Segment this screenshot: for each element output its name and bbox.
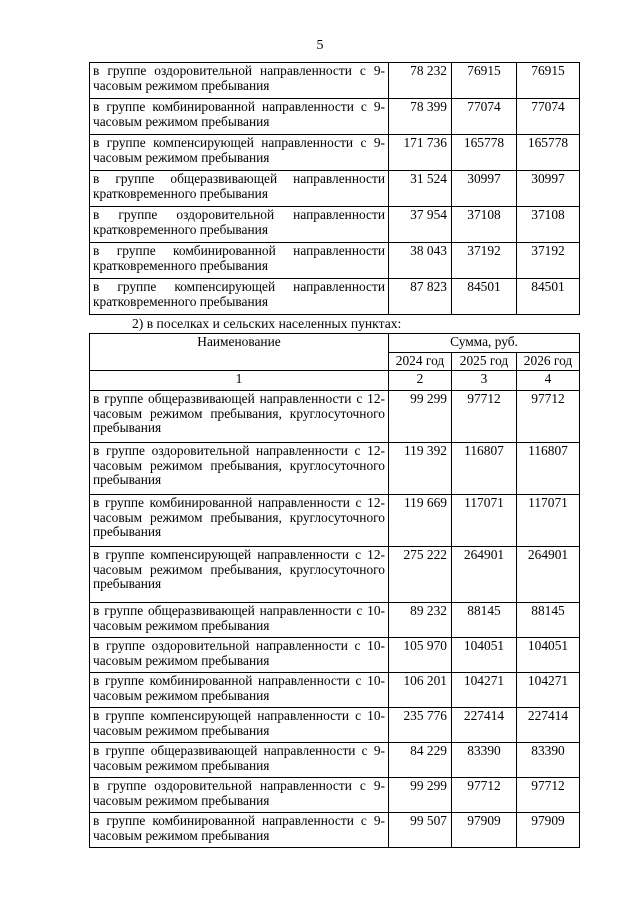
row-name: в группе оздоровительной направленности с 10-часовым режимом пребывания [90, 638, 389, 673]
header-col-4: 4 [517, 371, 580, 391]
table2-header [90, 334, 580, 391]
table-row [90, 778, 580, 813]
value-2025: 76915 [452, 63, 517, 99]
row-name: в группе компенсирующей направленности с 12-часовым режимом пребывания, круглосуточного пребывания [90, 547, 389, 603]
header-year-2024: 2024 год [389, 353, 452, 371]
header-name: Наименование [90, 334, 389, 371]
row-name: в группе оздоровительной направленности с 9-часовым режимом пребывания [90, 778, 389, 813]
header-row [90, 371, 580, 391]
table-row [90, 495, 580, 547]
value-2025: 264901 [452, 547, 517, 603]
table1-body [90, 63, 580, 315]
row-name: в группе оздоровительной направленности кратковременного пребывания [90, 207, 389, 243]
table-row [90, 391, 580, 443]
value-2025: 83390 [452, 743, 517, 778]
value-2026: 77074 [517, 99, 580, 135]
value-2025: 37108 [452, 207, 517, 243]
table-row [90, 638, 580, 673]
value-2024: 106 201 [389, 673, 452, 708]
value-2025: 97712 [452, 778, 517, 813]
row-name: в группе комбинированной направленности кратковременного пребывания [90, 243, 389, 279]
table2-body [90, 391, 580, 848]
header-col-1: 1 [90, 371, 389, 391]
value-2024: 99 299 [389, 391, 452, 443]
value-2026: 104271 [517, 673, 580, 708]
page-number: 5 [316, 38, 324, 53]
table-row [90, 243, 580, 279]
value-2025: 37192 [452, 243, 517, 279]
value-2026: 116807 [517, 443, 580, 495]
value-2025: 84501 [452, 279, 517, 315]
value-2025: 104051 [452, 638, 517, 673]
value-2024: 119 392 [389, 443, 452, 495]
header-row [90, 334, 580, 353]
value-2026: 97909 [517, 813, 580, 848]
value-2026: 97712 [517, 778, 580, 813]
row-name: в группе общеразвивающей направленности с 10-часовым режимом пребывания [90, 603, 389, 638]
table-row [90, 63, 580, 99]
row-name: в группе комбинированной направленности с 9-часовым режимом пребывания [90, 99, 389, 135]
value-2024: 105 970 [389, 638, 452, 673]
section-caption: 2) в поселках и сельских населенных пунктах: [132, 316, 402, 331]
table-row [90, 603, 580, 638]
table-row [90, 673, 580, 708]
table-row [90, 443, 580, 495]
table-row [90, 135, 580, 171]
value-2025: 88145 [452, 603, 517, 638]
table-row [90, 207, 580, 243]
table-row [90, 171, 580, 207]
value-2025: 77074 [452, 99, 517, 135]
value-2024: 235 776 [389, 708, 452, 743]
header-sum: Сумма, руб. [389, 334, 580, 353]
value-2024: 99 299 [389, 778, 452, 813]
row-name: в группе общеразвивающей направленности с 9-часовым режимом пребывания [90, 743, 389, 778]
row-name: в группе компенсирующей направленности с 9-часовым режимом пребывания [90, 135, 389, 171]
value-2024: 119 669 [389, 495, 452, 547]
row-name: в группе комбинированной направленности с 9-часовым режимом пребывания [90, 813, 389, 848]
value-2026: 88145 [517, 603, 580, 638]
cost-table-settlements [89, 333, 580, 848]
value-2026: 97712 [517, 391, 580, 443]
value-2026: 104051 [517, 638, 580, 673]
value-2024: 37 954 [389, 207, 452, 243]
header-year-2026: 2026 год [517, 353, 580, 371]
value-2026: 76915 [517, 63, 580, 99]
header-col-3: 3 [452, 371, 517, 391]
value-2024: 275 222 [389, 547, 452, 603]
table-row [90, 743, 580, 778]
value-2026: 165778 [517, 135, 580, 171]
row-name: в группе компенсирующей направленности кратковременного пребывания [90, 279, 389, 315]
header-year-2025: 2025 год [452, 353, 517, 371]
value-2025: 227414 [452, 708, 517, 743]
row-name: в группе компенсирующей направленности с 10-часовым режимом пребывания [90, 708, 389, 743]
row-name: в группе общеразвивающей направленности кратковременного пребывания [90, 171, 389, 207]
row-name: в группе общеразвивающей направленности с 12-часовым режимом пребывания, круглосуточного пребывания [90, 391, 389, 443]
row-name: в группе оздоровительной направленности с 12-часовым режимом пребывания, круглосуточного пребывания [90, 443, 389, 495]
value-2025: 104271 [452, 673, 517, 708]
value-2025: 117071 [452, 495, 517, 547]
value-2024: 84 229 [389, 743, 452, 778]
value-2025: 30997 [452, 171, 517, 207]
value-2024: 31 524 [389, 171, 452, 207]
cost-table-continued [89, 62, 580, 315]
value-2024: 89 232 [389, 603, 452, 638]
row-name: в группе комбинированной направленности с 10-часовым режимом пребывания [90, 673, 389, 708]
value-2025: 97712 [452, 391, 517, 443]
value-2025: 165778 [452, 135, 517, 171]
value-2024: 99 507 [389, 813, 452, 848]
value-2026: 37192 [517, 243, 580, 279]
value-2024: 78 399 [389, 99, 452, 135]
value-2026: 37108 [517, 207, 580, 243]
row-name: в группе оздоровительной направленности с 9-часовым режимом пребывания [90, 63, 389, 99]
table-row [90, 99, 580, 135]
row-name: в группе комбинированной направленности с 12-часовым режимом пребывания, круглосуточного пребывания [90, 495, 389, 547]
value-2026: 117071 [517, 495, 580, 547]
value-2026: 264901 [517, 547, 580, 603]
value-2024: 38 043 [389, 243, 452, 279]
value-2026: 30997 [517, 171, 580, 207]
value-2024: 171 736 [389, 135, 452, 171]
value-2026: 84501 [517, 279, 580, 315]
value-2025: 97909 [452, 813, 517, 848]
table-row [90, 813, 580, 848]
value-2024: 78 232 [389, 63, 452, 99]
value-2025: 116807 [452, 443, 517, 495]
header-col-2: 2 [389, 371, 452, 391]
value-2026: 227414 [517, 708, 580, 743]
table-row [90, 547, 580, 603]
table-row [90, 708, 580, 743]
value-2024: 87 823 [389, 279, 452, 315]
table-row [90, 279, 580, 315]
value-2026: 83390 [517, 743, 580, 778]
